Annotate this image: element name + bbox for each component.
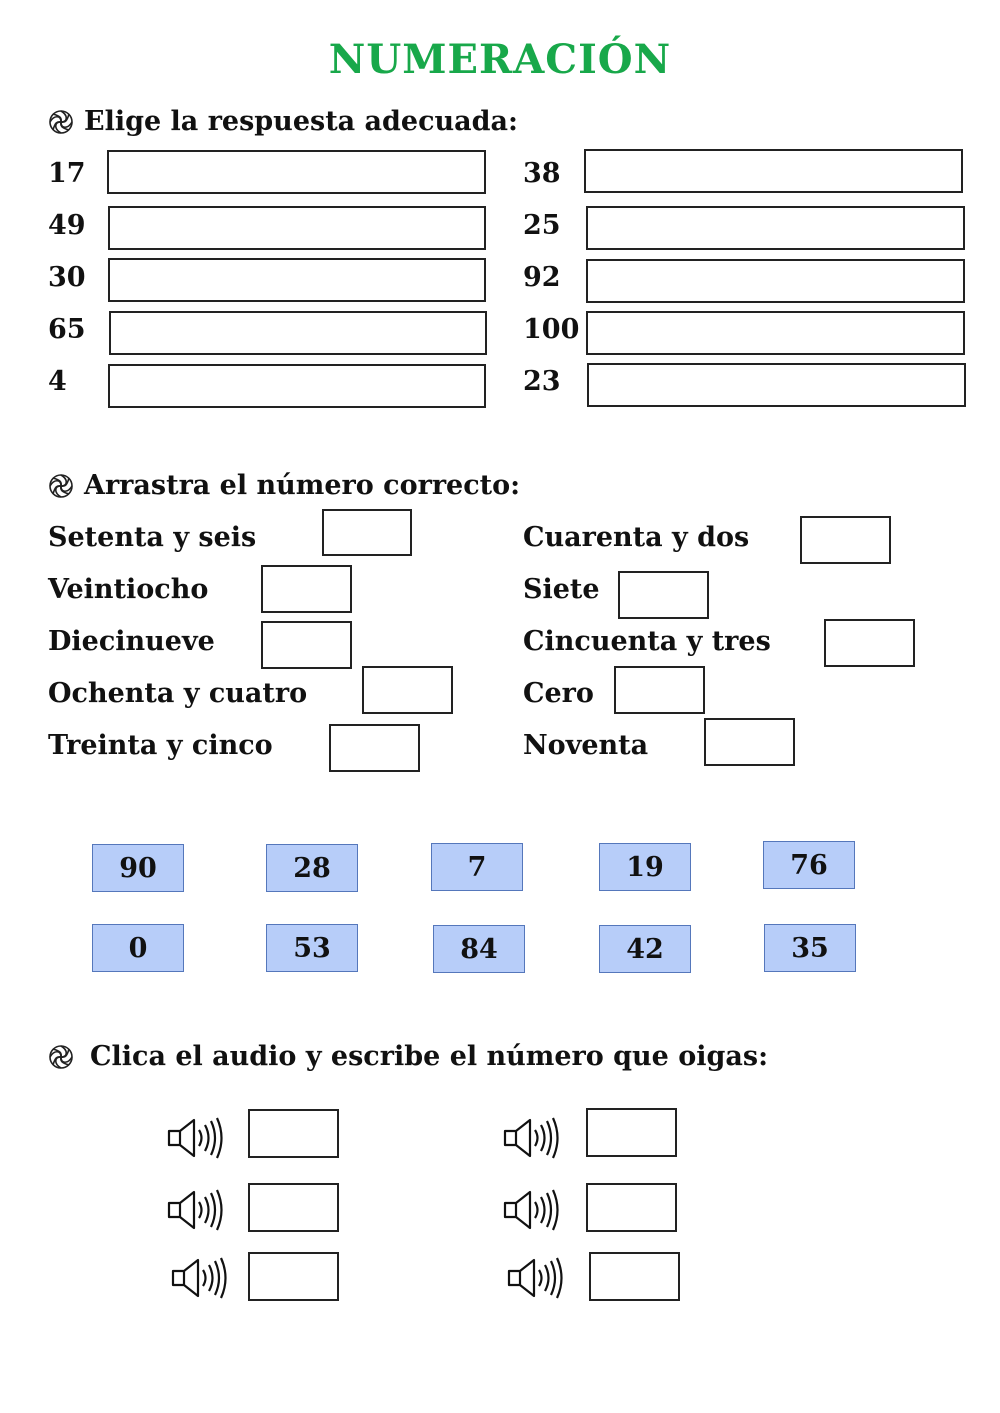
section-heading-choose xyxy=(48,106,518,137)
word-label: Cuarenta y dos xyxy=(523,522,750,553)
speaker-icon[interactable] xyxy=(506,1252,566,1304)
speaker-icon[interactable] xyxy=(502,1184,562,1236)
draggable-number-tile[interactable]: 84 xyxy=(433,925,525,973)
word-label: Cincuenta y tres xyxy=(523,626,771,657)
number-label: 92 xyxy=(523,262,561,293)
audio-answer-input[interactable] xyxy=(586,1108,677,1157)
swirl-icon xyxy=(48,473,74,499)
draggable-number-tile[interactable]: 90 xyxy=(92,844,184,892)
word-label: Siete xyxy=(523,574,600,605)
drop-target[interactable] xyxy=(618,571,709,619)
section-heading-audio xyxy=(48,1041,768,1072)
swirl-icon xyxy=(48,1044,74,1070)
section-heading-text: Clica el audio y escribe el número que oigas: xyxy=(90,1041,769,1072)
swirl-icon xyxy=(48,109,74,135)
number-label: 38 xyxy=(523,158,561,189)
audio-answer-input[interactable] xyxy=(248,1183,339,1232)
section-heading-text: Elige la respuesta adecuada: xyxy=(84,106,519,137)
answer-dropdown[interactable] xyxy=(107,150,486,194)
word-label: Noventa xyxy=(523,730,649,761)
draggable-number-tile[interactable]: 0 xyxy=(92,924,184,972)
word-label: Treinta y cinco xyxy=(48,730,273,761)
number-label: 4 xyxy=(48,366,67,397)
drop-target[interactable] xyxy=(824,619,915,667)
draggable-number-tile[interactable]: 53 xyxy=(266,924,358,972)
drop-target[interactable] xyxy=(322,509,412,556)
answer-dropdown[interactable] xyxy=(109,311,487,355)
drop-target[interactable] xyxy=(261,565,352,613)
number-label: 65 xyxy=(48,314,86,345)
word-label: Cero xyxy=(523,678,594,709)
speaker-icon[interactable] xyxy=(166,1112,226,1164)
answer-dropdown[interactable] xyxy=(586,206,965,250)
number-label: 100 xyxy=(523,314,580,345)
drop-target[interactable] xyxy=(704,718,795,766)
word-label: Setenta y seis xyxy=(48,522,257,553)
draggable-number-tile[interactable]: 7 xyxy=(431,843,523,891)
audio-answer-input[interactable] xyxy=(589,1252,680,1301)
word-label: Diecinueve xyxy=(48,626,215,657)
drop-target[interactable] xyxy=(800,516,891,564)
draggable-number-tile[interactable]: 76 xyxy=(763,841,855,889)
answer-dropdown[interactable] xyxy=(586,259,965,303)
number-label: 30 xyxy=(48,262,86,293)
answer-dropdown[interactable] xyxy=(108,258,486,302)
word-label: Ochenta y cuatro xyxy=(48,678,308,709)
number-label: 23 xyxy=(523,366,561,397)
audio-answer-input[interactable] xyxy=(586,1183,677,1232)
answer-dropdown[interactable] xyxy=(108,206,486,250)
section-heading-drag xyxy=(48,470,520,501)
audio-answer-input[interactable] xyxy=(248,1252,339,1301)
number-label: 49 xyxy=(48,210,86,241)
answer-dropdown[interactable] xyxy=(584,149,963,193)
number-label: 17 xyxy=(48,158,86,189)
speaker-icon[interactable] xyxy=(166,1184,226,1236)
page-title: NUMERACIÓN xyxy=(328,36,672,83)
drop-target[interactable] xyxy=(362,666,453,714)
drop-target[interactable] xyxy=(261,621,352,669)
speaker-icon[interactable] xyxy=(170,1252,230,1304)
answer-dropdown[interactable] xyxy=(586,311,965,355)
draggable-number-tile[interactable]: 28 xyxy=(266,844,358,892)
draggable-number-tile[interactable]: 35 xyxy=(764,924,856,972)
number-label: 25 xyxy=(523,210,561,241)
audio-answer-input[interactable] xyxy=(248,1109,339,1158)
draggable-number-tile[interactable]: 19 xyxy=(599,843,691,891)
drop-target[interactable] xyxy=(329,724,420,772)
word-label: Veintiocho xyxy=(48,574,209,605)
answer-dropdown[interactable] xyxy=(587,363,966,407)
answer-dropdown[interactable] xyxy=(108,364,486,408)
drop-target[interactable] xyxy=(614,666,705,714)
draggable-number-tile[interactable]: 42 xyxy=(599,925,691,973)
speaker-icon[interactable] xyxy=(502,1112,562,1164)
section-heading-text: Arrastra el número correcto: xyxy=(84,470,521,501)
